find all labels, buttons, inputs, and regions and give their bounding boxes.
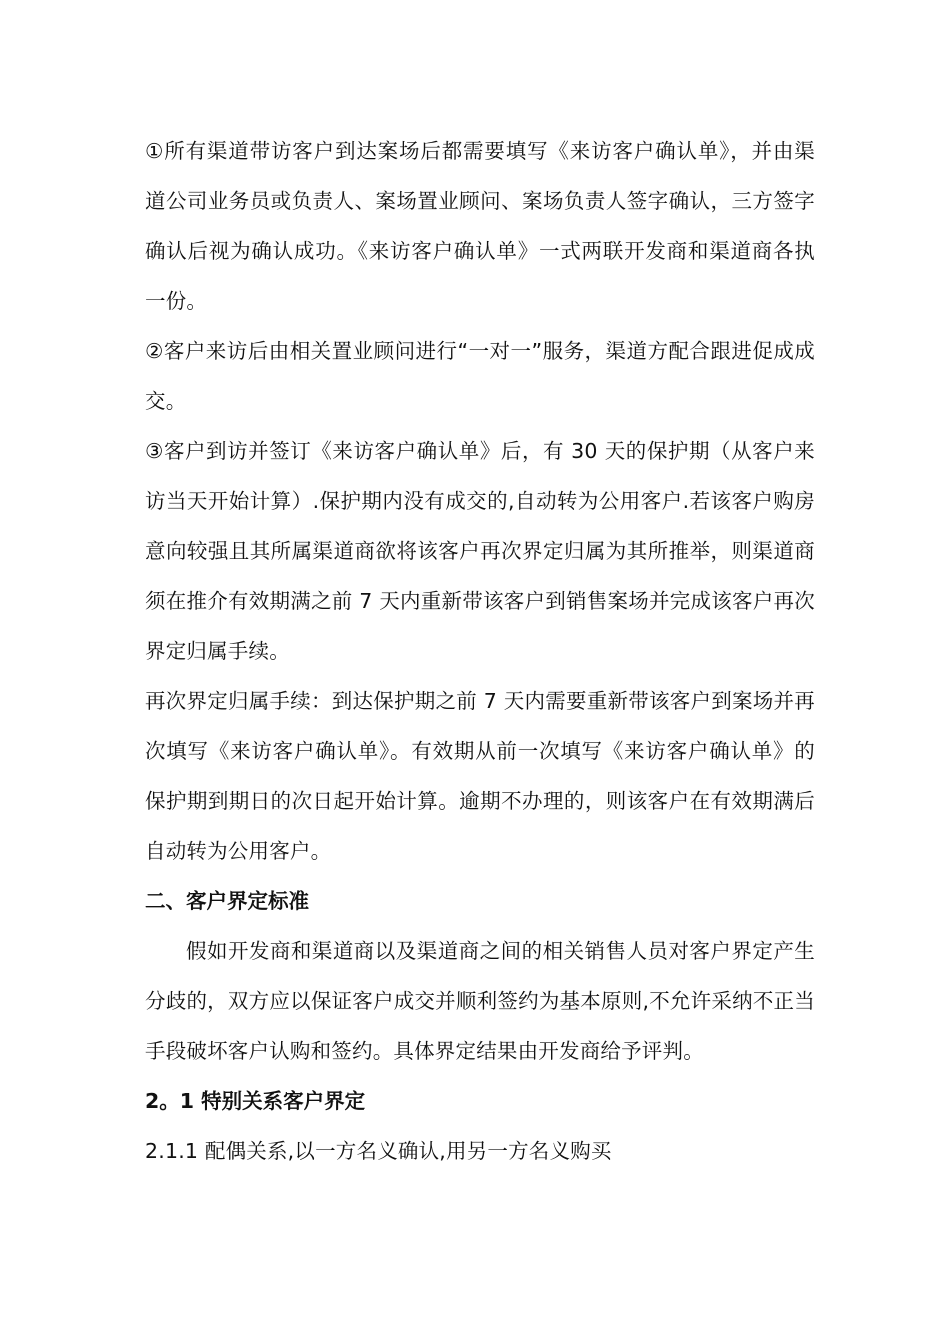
paragraph-reattribution-procedure: 再次界定归属手续：到达保护期之前 7 天内需要重新带该客户到案场并再次填写《来访客户确认单》。有效期从前一次填写《来访客户确认单》的保护期到期日的次日起开始计算。逾期不办理的，则该客户在有效期满后自动转为公用客户。 xyxy=(145,689,815,863)
paragraph-confirmation-form: ①所有渠道带访客户到达案场后都需要填写《来访客户确认单》，并由渠道公司业务员或负责人、案场置业顾问、案场负责人签字确认，三方签字确认后视为确认成功。《来访客户确认单》一式两联开发商和渠道商各执一份。 xyxy=(145,139,815,313)
paragraph-dispute-principle: 假如开发商和渠道商以及渠道商之间的相关销售人员对客户界定产生分歧的，双方应以保证客户成交并顺利签约为基本原则,不允许采纳不正当手段破坏客户认购和签约。具体界定结果由开发商给予评判。 xyxy=(145,939,815,1063)
document-body xyxy=(145,126,815,1176)
paragraph-spouse-relationship: 2.1.1 配偶关系,以一方名义确认,用另一方名义购买 xyxy=(145,1139,612,1163)
section-heading-customer-definition: 二、客户界定标准 xyxy=(145,889,309,913)
subsection-heading-special-relationship: 2。1 特别关系客户界定 xyxy=(145,1089,366,1113)
paragraph-one-on-one-service: ②客户来访后由相关置业顾问进行“一对一”服务，渠道方配合跟进促成成交。 xyxy=(145,339,815,413)
paragraph-protection-period: ③客户到访并签订《来访客户确认单》后，有 30 天的保护期（从客户来访当天开始计算）.保护期内没有成交的,自动转为公用客户.若该客户购房意向较强且其所属渠道商欲将该客户再次界定归属为其所推举，则渠道商须在推介有效期满之前 7 天内重新带该客户到销售案场并完成该客户再次界定归属手续。 xyxy=(145,439,815,663)
